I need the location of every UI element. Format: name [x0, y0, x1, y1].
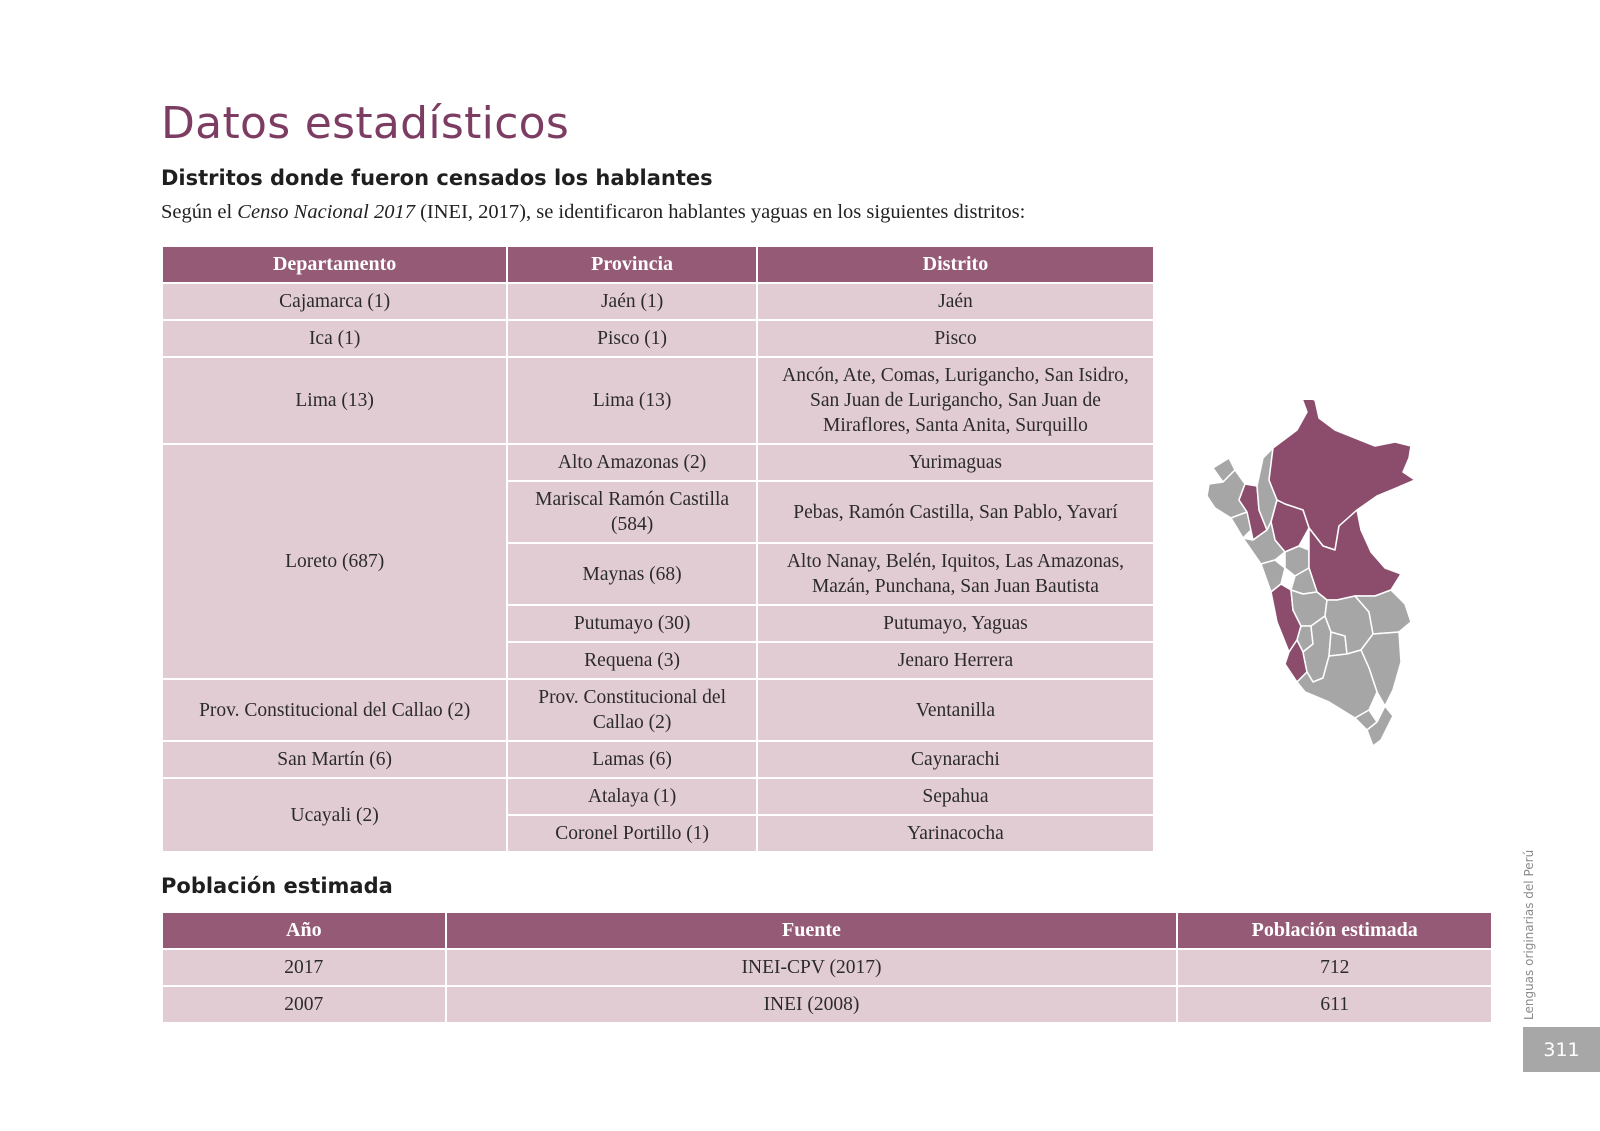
section-subtitle-districts: Distritos donde fueron censados los hablantes — [161, 166, 713, 190]
page-number: 311 — [1523, 1027, 1600, 1072]
table-row — [162, 778, 1154, 815]
table-row — [162, 283, 1154, 320]
cell-departamento: Lima (13) — [162, 357, 507, 444]
cell-provincia: Coronel Portillo (1) — [507, 815, 757, 852]
header-departamento: Departamento — [162, 246, 507, 283]
cell-distrito: Pebas, Ramón Castilla, San Pablo, Yavarí — [757, 481, 1154, 543]
header-anio: Año — [162, 912, 446, 949]
table-header-row — [162, 912, 1492, 949]
table-row — [162, 679, 1154, 741]
cell-distrito: Jenaro Herrera — [757, 642, 1154, 679]
table-header-row — [162, 246, 1154, 283]
intro-census-name: Censo Nacional 2017 — [237, 201, 415, 223]
header-distrito: Distrito — [757, 246, 1154, 283]
cell-poblacion: 611 — [1177, 986, 1492, 1023]
cell-provincia: Alto Amazonas (2) — [507, 444, 757, 481]
cell-provincia: Mariscal Ramón Castilla (584) — [507, 481, 757, 543]
cell-distrito: Putumayo, Yaguas — [757, 605, 1154, 642]
header-fuente: Fuente — [446, 912, 1178, 949]
districts-table — [161, 245, 1155, 853]
cell-departamento: San Martín (6) — [162, 741, 507, 778]
intro-paragraph — [161, 201, 1025, 224]
table-row — [162, 357, 1154, 444]
cell-provincia: Lima (13) — [507, 357, 757, 444]
cell-anio: 2007 — [162, 986, 446, 1023]
cell-distrito: Ancón, Ate, Comas, Lurigancho, San Isidro, San Juan de Lurigancho, San Juan de Miraflores, Santa Anita, Surquillo — [757, 357, 1154, 444]
book-title-sidebar: Lenguas originarias del Perú — [1522, 849, 1536, 1020]
table-row — [162, 444, 1154, 481]
cell-distrito: Sepahua — [757, 778, 1154, 815]
cell-provincia: Lamas (6) — [507, 741, 757, 778]
section-title-population: Población estimada — [161, 874, 393, 898]
population-table — [161, 911, 1493, 1024]
cell-departamento: Loreto (687) — [162, 444, 507, 679]
cell-distrito: Jaén — [757, 283, 1154, 320]
cell-departamento: Prov. Constitucional del Callao (2) — [162, 679, 507, 741]
cell-provincia: Jaén (1) — [507, 283, 757, 320]
page-title: Datos estadísticos — [161, 98, 570, 149]
cell-provincia: Putumayo (30) — [507, 605, 757, 642]
cell-fuente: INEI-CPV (2017) — [446, 949, 1178, 986]
cell-distrito: Yarinacocha — [757, 815, 1154, 852]
cell-distrito: Yurimaguas — [757, 444, 1154, 481]
cell-provincia: Prov. Constitucional del Callao (2) — [507, 679, 757, 741]
cell-poblacion: 712 — [1177, 949, 1492, 986]
table-row — [162, 320, 1154, 357]
cell-distrito: Alto Nanay, Belén, Iquitos, Las Amazonas, Mazán, Punchana, San Juan Bautista — [757, 543, 1154, 605]
table-row — [162, 741, 1154, 778]
header-provincia: Provincia — [507, 246, 757, 283]
peru-map — [1205, 400, 1455, 750]
cell-departamento: Ucayali (2) — [162, 778, 507, 852]
intro-text-before: Según el — [161, 201, 238, 223]
cell-fuente: INEI (2008) — [446, 986, 1178, 1023]
cell-provincia: Pisco (1) — [507, 320, 757, 357]
cell-provincia: Atalaya (1) — [507, 778, 757, 815]
cell-departamento: Ica (1) — [162, 320, 507, 357]
cell-anio: 2017 — [162, 949, 446, 986]
table-row — [162, 949, 1492, 986]
table-row — [162, 986, 1492, 1023]
cell-distrito: Ventanilla — [757, 679, 1154, 741]
cell-departamento: Cajamarca (1) — [162, 283, 507, 320]
cell-provincia: Maynas (68) — [507, 543, 757, 605]
cell-distrito: Pisco — [757, 320, 1154, 357]
cell-distrito: Caynarachi — [757, 741, 1154, 778]
cell-provincia: Requena (3) — [507, 642, 757, 679]
intro-text-after: (INEI, 2017), se identificaron hablantes yaguas en los siguientes distritos: — [414, 201, 1026, 223]
header-poblacion: Población estimada — [1177, 912, 1492, 949]
